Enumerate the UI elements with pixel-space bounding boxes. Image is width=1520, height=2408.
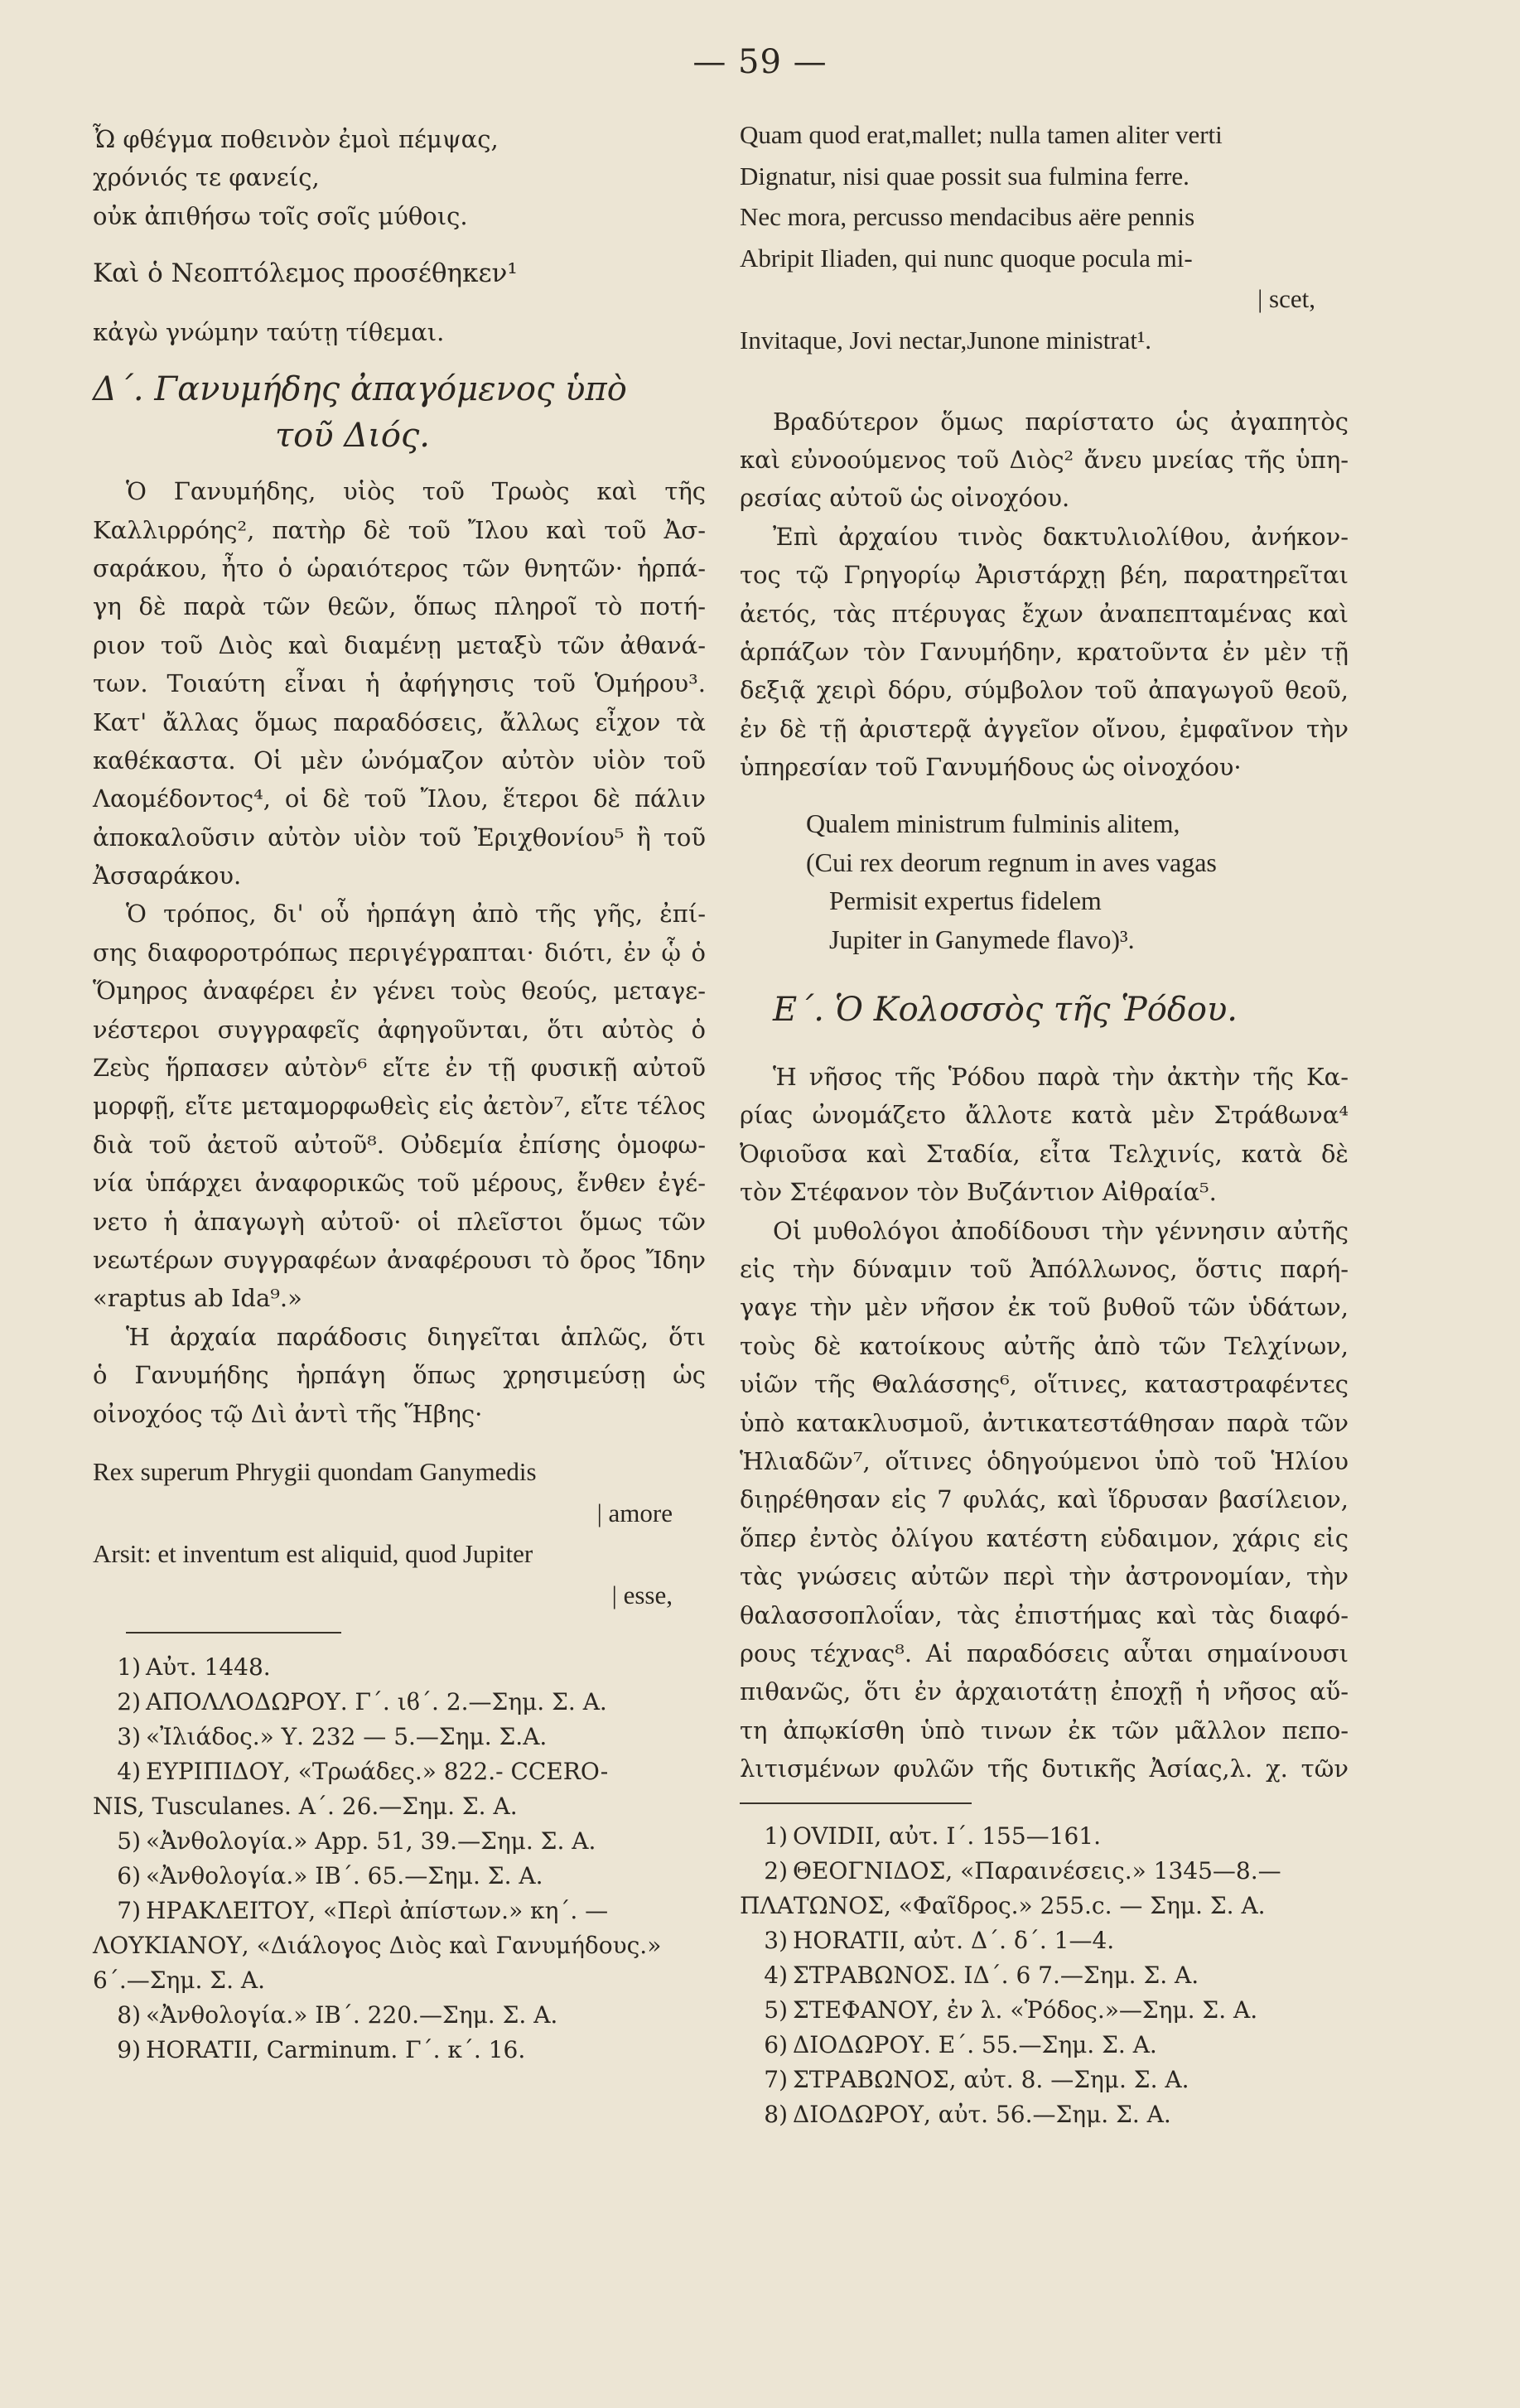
footnote: [93, 1998, 706, 2033]
text-line: «raptus ab Ida⁹.»: [93, 1284, 302, 1313]
text-line: Ἐπὶ ἀρχαίου τινὸς δακτυλιολίθου, ἀνήκον-: [773, 522, 1349, 551]
page-number: — 59 —: [692, 43, 828, 81]
text-line: Καλλιρρόης², πατὴρ δὲ τοῦ Ἴλου καὶ τοῦ Ἀσ-: [93, 515, 706, 544]
paragraph: [93, 1318, 706, 1433]
text-line: ριον τοῦ Διὸς καὶ διαμένῃ μεταξὺ τῶν ἀθανά-: [93, 630, 706, 659]
latin-line: Rex superum Phrygii quondam Ganymedis: [93, 1456, 537, 1486]
text-line: εἰς τὴν δύναμιν τοῦ Ἀπόλλωνος, ὅστις παρή-: [740, 1254, 1349, 1283]
paragraph: [740, 1058, 1349, 1212]
footnote: [93, 1650, 706, 1685]
text-line: Ἡλιαδῶν⁷, οἵτινες ὁδηγούμενοι ὑπὸ τοῦ Ἡλίου: [740, 1446, 1349, 1475]
text-line: τη ἀπῳκίσθη ὑπὸ τινων ἐκ τῶν μᾶλλον πεπο-: [740, 1716, 1349, 1744]
footnote-text: «Ἀνθολογία.» App. 51, 39.—Σημ. Σ. Α.: [146, 1827, 596, 1855]
footnote-text: OVIDII, αὐτ. Ι΄. 155—161.: [793, 1822, 1101, 1851]
text-line: ρεσίας αὐτοῦ ὡς οἰνοχόου.: [740, 484, 1070, 513]
paragraph: [740, 1212, 1349, 1788]
footnote: [740, 1854, 1349, 1889]
footnote-number: 3): [117, 1723, 141, 1751]
text-line: καὶ εὐνοούμενος τοῦ Διὸς² ἄνευ μνείας τῆς ὑπη-: [740, 445, 1349, 474]
latin-line: Abripit Iliaden, qui nunc quoque pocula mi-: [740, 243, 1193, 273]
footnote-number: 7): [117, 1897, 141, 1925]
paragraph: [740, 518, 1349, 787]
footnote-rule: [740, 1802, 972, 1804]
footnotes: [740, 1819, 1349, 2132]
text-line: τὸν Στέφανον τὸν Βυζάντιον Αἰθραία⁵.: [740, 1178, 1217, 1207]
footnote-number: 4): [117, 1758, 141, 1786]
text-line: Κατ' ἄλλας ὅμως παραδόσεις, ἄλλως εἶχον τὰ: [93, 707, 706, 736]
footnote-text: ΠΛΑΤΩΝΟΣ, «Φαῖδρος.» 255.c. — Σημ. Σ. Α.: [740, 1892, 1266, 1920]
poem-line: Qualem ministrum fulminis alitem,: [806, 808, 1180, 839]
footnote-continuation: [93, 1963, 706, 1998]
footnote-text: ΣΤΡΑΒΩΝΟΣ, αὐτ. 8. —Σημ. Σ. Α.: [793, 2066, 1189, 2094]
paragraph: [93, 472, 706, 895]
verse-quote: [93, 120, 706, 235]
footnote: [93, 2033, 706, 2068]
footnote-text: «Ἰλιάδος.» Υ. 232 — 5.—Σημ. Σ.Α.: [146, 1723, 548, 1751]
footnote-number: 5): [764, 1996, 788, 2024]
footnote: [740, 1923, 1349, 1958]
verse-line: Ὦ φθέγμα ποθεινὸν ἐμοὶ πέμψας,: [93, 125, 499, 153]
footnote: [93, 1859, 706, 1894]
footnote-number: 6): [117, 1862, 141, 1890]
section-heading-e: Ε΄. Ὁ Κολοσσὸς τῆς Ῥόδου.: [773, 991, 1238, 1030]
text-line: σης διαφοροτρόπως περιγέγραπται· διότι, ἐν ᾧ ὁ: [93, 938, 706, 967]
text-line: ὑπὸ κατακλυσμοῦ, ἀντικατεστάθησαν παρὰ τῶν: [740, 1408, 1349, 1437]
neoptolemos-line: Καὶ ὁ Νεοπτόλεμος προσέθηκεν¹: [93, 258, 518, 289]
footnote-text: NIS, Tusculanes. Α΄. 26.—Σημ. Σ. Α.: [93, 1793, 518, 1821]
text-line: Βραδύτερον ὅμως παρίστατο ὡς ἀγαπητὸς: [773, 407, 1349, 436]
text-line: διῃρέθησαν εἰς 7 φυλάς, καὶ ἵδρυσαν βασίλειον,: [740, 1485, 1349, 1514]
text-line: Ὁ Γανυμήδης, υἱὸς τοῦ Τρωὸς καὶ τῆς: [126, 477, 706, 506]
footnote: [93, 1894, 706, 1928]
latin-line: | scet,: [1257, 284, 1315, 314]
footnote-text: HORATII, Carminum. Γ΄. κ΄. 16.: [146, 2036, 526, 2064]
footnote-text: ΘΕΟΓΝΙΔΟΣ, «Παραινέσεις.» 1345—8.—: [793, 1857, 1281, 1885]
text-line: ἀποκαλοῦσιν αὐτὸν υἱὸν τοῦ Ἐριχθονίου⁵ ἢ τοῦ: [93, 823, 706, 852]
footnote-number: 7): [764, 2066, 788, 2094]
footnote-number: 2): [117, 1688, 141, 1716]
footnote: [93, 1824, 706, 1859]
text-line: καθέκαστα. Οἱ μὲν ὠνόμαζον αὐτὸν υἱὸν τοῦ: [93, 746, 706, 775]
footnote-text: ΛΟΥΚΙΑΝΟΥ, «Διάλογος Διὸς καὶ Γανυμήδους.»: [93, 1932, 662, 1960]
latin-line: Invitaque, Jovi nectar,Junone ministrat¹.: [740, 325, 1152, 355]
footnote-number: 6): [764, 2031, 788, 2059]
text-line: σαράκου, ἦτο ὁ ὡραιότερος τῶν θνητῶν· ἡρπά-: [93, 553, 706, 582]
latin-quote: [93, 1451, 706, 1615]
footnote-continuation: [93, 1928, 706, 1963]
neoptolemos-line: κἀγὼ γνώμην ταύτῃ τίθεμαι.: [93, 317, 445, 346]
latin-line: Dignatur, nisi quae possit sua fulmina ferre.: [740, 161, 1189, 191]
text-line: πιθανῶς, ὅτι ἐν ἀρχαιοτάτῃ ἐποχῇ ἡ νῆσος αὕ-: [740, 1677, 1349, 1706]
footnote-text: ΣΤΡΑΒΩΝΟΣ. ΙΔ΄. 6 7.—Σημ. Σ. Α.: [793, 1962, 1199, 1990]
text-line: ρους τέχνας⁸. Αἱ παραδόσεις αὗται σημαίνουσι: [740, 1638, 1349, 1667]
text-line: Ζεὺς ἥρπασεν αὐτὸν⁶ εἴτε ἐν τῇ φυσικῇ αὐτοῦ: [93, 1054, 706, 1083]
poem-line: Permisit expertus fidelem: [829, 886, 1102, 916]
section-heading-d: [93, 366, 706, 459]
text-line: γη δὲ παρὰ τῶν θεῶν, ὅπως πληροῖ τὸ ποτή-: [93, 592, 706, 621]
text-line: Ὀφιοῦσα καὶ Σταδία, εἶτα Τελχινίς, κατὰ δὲ: [740, 1139, 1349, 1168]
footnote-number: 5): [117, 1827, 141, 1855]
heading-line: Δ΄. Γανυμήδης ἀπαγόμενος ὑπὸ: [93, 370, 627, 409]
footnote-continuation: [93, 1789, 706, 1824]
footnote: [740, 1993, 1349, 2028]
text-line: ἀετός, τὰς πτέρυγας ἔχων ἀναπεπταμένας καὶ: [740, 599, 1349, 628]
latin-quote: [740, 114, 1349, 361]
text-line: νέστεροι συγγραφεῖς ἀφηγοῦνται, ὅτι αὐτὸς ὁ: [93, 1015, 706, 1044]
footnote-text: ΑΠΟΛΛΟΔΩΡΟΥ. Γ΄. ιϐ΄. 2.—Σημ. Σ. Α.: [146, 1688, 607, 1716]
text-line: Ὅμηρος ἀναφέρει ἐν γένει τοὺς θεούς, μεταγε-: [93, 977, 706, 1006]
verse-line: οὐκ ἀπιθήσω τοῖς σοῖς μύθοις.: [93, 201, 468, 230]
latin-line: Arsit: et inventum est aliquid, quod Jupiter: [93, 1539, 533, 1569]
footnote-number: 8): [764, 2101, 788, 2129]
text-line: ἁρπάζων τὸν Γανυμήδην, κρατοῦντα ἐν μὲν τῇ: [740, 637, 1349, 666]
footnotes: [93, 1650, 706, 2068]
text-line: ἐν δὲ τῇ ἀριστερᾷ ἀγγεῖον οἴνου, ἐμφαῖνον τὴν: [740, 714, 1349, 743]
text-line: των. Τοιαύτη εἶναι ἡ ἀφήγησις τοῦ Ὁμήρου³.: [93, 669, 706, 698]
footnote-text: ΗΡΑΚΛΕΙΤΟΥ, «Περὶ ἀπίστων.» κη΄. —: [146, 1897, 609, 1925]
footnote-text: HORATII, αὐτ. Δ΄. δ΄. 1—4.: [793, 1927, 1115, 1955]
paragraph: [740, 403, 1349, 518]
text-line: τοὺς δὲ κατοίκους αὐτῆς ἀπὸ τῶν Τελχίνων,: [740, 1331, 1349, 1360]
footnote: [740, 2097, 1349, 2132]
text-line: νία ὑπάρχει ἀναφορικῶς τοῦ μέρους, ἔνθεν ἐγέ-: [93, 1169, 706, 1198]
footnote-number: 4): [764, 1962, 788, 1990]
text-line: λιτισμένων φυλῶν τῆς δυτικῆς Ἀσίας,λ. χ. τῶν: [740, 1754, 1349, 1783]
footnote-number: 1): [117, 1653, 141, 1682]
text-line: Ἡ νῆσος τῆς Ῥόδου παρὰ τὴν ἀκτὴν τῆς Κα-: [773, 1063, 1349, 1092]
footnote-number: 1): [764, 1822, 788, 1851]
verse-line: χρόνιός τε φανείς,: [93, 163, 320, 192]
left-column: [93, 120, 706, 2068]
text-line: διὰ τοῦ ἀετοῦ αὐτοῦ⁸. Οὐδεμία ἐπίσης ὁμοφω-: [93, 1130, 706, 1159]
text-line: ὁ Γανυμήδης ἡρπάγη ὅπως χρησιμεύσῃ ὡς: [93, 1361, 706, 1390]
footnote-text: «Ἀνθολογία.» IB΄. 220.—Σημ. Σ. Α.: [146, 2001, 558, 2029]
text-line: γαγε τὴν μὲν νῆσον ἐκ τοῦ βυθοῦ τῶν ὑδάτων,: [740, 1293, 1349, 1322]
footnote-number: 2): [764, 1857, 788, 1885]
footnote: [93, 1720, 706, 1754]
heading-line: τοῦ Διός.: [275, 417, 431, 456]
latin-line: | amore: [596, 1498, 673, 1527]
text-line: νεωτέρων συγγραφέων ἀναφέρουσι τὸ ὄρος Ἴδην: [93, 1245, 706, 1274]
text-line: Ἀσσαράκου.: [93, 861, 242, 890]
text-line: ὅπερ ἐντὸς ὀλίγου κατέστη εὐδαιμον, χάρις εἰς: [740, 1523, 1349, 1552]
footnote-text: ΣΤΕΦΑΝΟΥ, ἐν λ. «Ῥόδος.»—Σημ. Σ. Α.: [793, 1996, 1258, 2024]
latin-line: | esse,: [611, 1580, 673, 1609]
footnote-text: Αὐτ. 1448.: [146, 1653, 271, 1682]
text-line: νετο ἡ ἀπαγωγὴ αὐτοῦ· οἱ πλεῖστοι ὅμως τῶν: [93, 1207, 706, 1236]
text-line: υἱῶν τῆς Θαλάσσης⁶, οἵτινες, καταστραφέντες: [740, 1370, 1349, 1399]
footnote-text: 6΄.—Σημ. Σ. Α.: [93, 1966, 266, 1995]
footnote-number: 8): [117, 2001, 141, 2029]
latin-line: Nec mora, percusso mendacibus aëre pennis: [740, 202, 1195, 232]
paragraph: [93, 895, 706, 1317]
footnote: [740, 1958, 1349, 1993]
footnote-text: «Ἀνθολογία.» IB΄. 65.—Σημ. Σ. Α.: [146, 1862, 543, 1890]
text-line: θαλασσοπλοΐαν, τὰς ἐπιστήμας καὶ τὰς διαφό-: [740, 1600, 1349, 1629]
text-line: οἰνοχόος τῷ Διὶ ἀντὶ τῆς Ἥβης·: [93, 1399, 483, 1428]
text-line: Λαομέδοντος⁴, οἱ δὲ τοῦ Ἴλου, ἕτεροι δὲ πάλιν: [93, 784, 706, 813]
latin-poem: [740, 804, 1349, 958]
text-line: ρίας ὠνομάζετο ἄλλοτε κατὰ μὲν Στράϐωνα⁴: [740, 1101, 1349, 1130]
footnote: [740, 2063, 1349, 2097]
footnote-text: ΔΙΟΔΩΡΟΥ, αὐτ. 56.—Σημ. Σ. Α.: [793, 2101, 1171, 2129]
text-line: ὑπηρεσίαν τοῦ Γανυμήδους ὡς οἰνοχόου·: [740, 753, 1242, 782]
footnote: [740, 2028, 1349, 2063]
footnote-text: ΕΥΡΙΠΙΔΟΥ, «Τρωάδες.» 822.- CCERO-: [146, 1758, 609, 1786]
footnote-number: 9): [117, 2036, 141, 2064]
footnote: [740, 1819, 1349, 1854]
poem-line: Jupiter in Ganymede flavo)³.: [829, 924, 1135, 954]
text-line: Ἡ ἀρχαία παράδοσις διηγεῖται ἁπλῶς, ὅτι: [126, 1322, 706, 1351]
footnote: [93, 1754, 706, 1789]
footnote: [93, 1685, 706, 1720]
text-line: Ὁ τρόπος, δι' οὗ ἡρπάγη ἀπὸ τῆς γῆς, ἐπί-: [126, 900, 706, 929]
text-line: μορφῇ, εἴτε μεταμορφωθεὶς εἰς ἀετὸν⁷, εἴτε τέλος: [93, 1092, 706, 1121]
footnote-rule: [126, 1632, 341, 1633]
text-line: Οἱ μυθολόγοι ἀποδίδουσι τὴν γέννησιν αὐτῆς: [773, 1216, 1349, 1245]
text-line: τος τῷ Γρηγορίῳ Ἀριστάρχῃ βέη, παρατηρεῖται: [740, 561, 1349, 590]
right-column: [740, 114, 1349, 2132]
footnote-continuation: [740, 1889, 1349, 1923]
text-line: τὰς γνώσεις αὐτῶν περὶ τὴν ἀστρονομίαν, τὴν: [740, 1562, 1349, 1591]
text-line: δεξιᾷ χειρὶ δόρυ, σύμβολον τοῦ ἀπαγωγοῦ θεοῦ,: [740, 676, 1349, 705]
poem-line: (Cui rex deorum regnum in aves vagas: [806, 847, 1217, 877]
latin-line: Quam quod erat,mallet; nulla tamen aliter verti: [740, 120, 1223, 149]
footnote-text: ΔΙΟΔΩΡΟΥ. Ε΄. 55.—Σημ. Σ. Α.: [793, 2031, 1157, 2059]
footnote-number: 3): [764, 1927, 788, 1955]
